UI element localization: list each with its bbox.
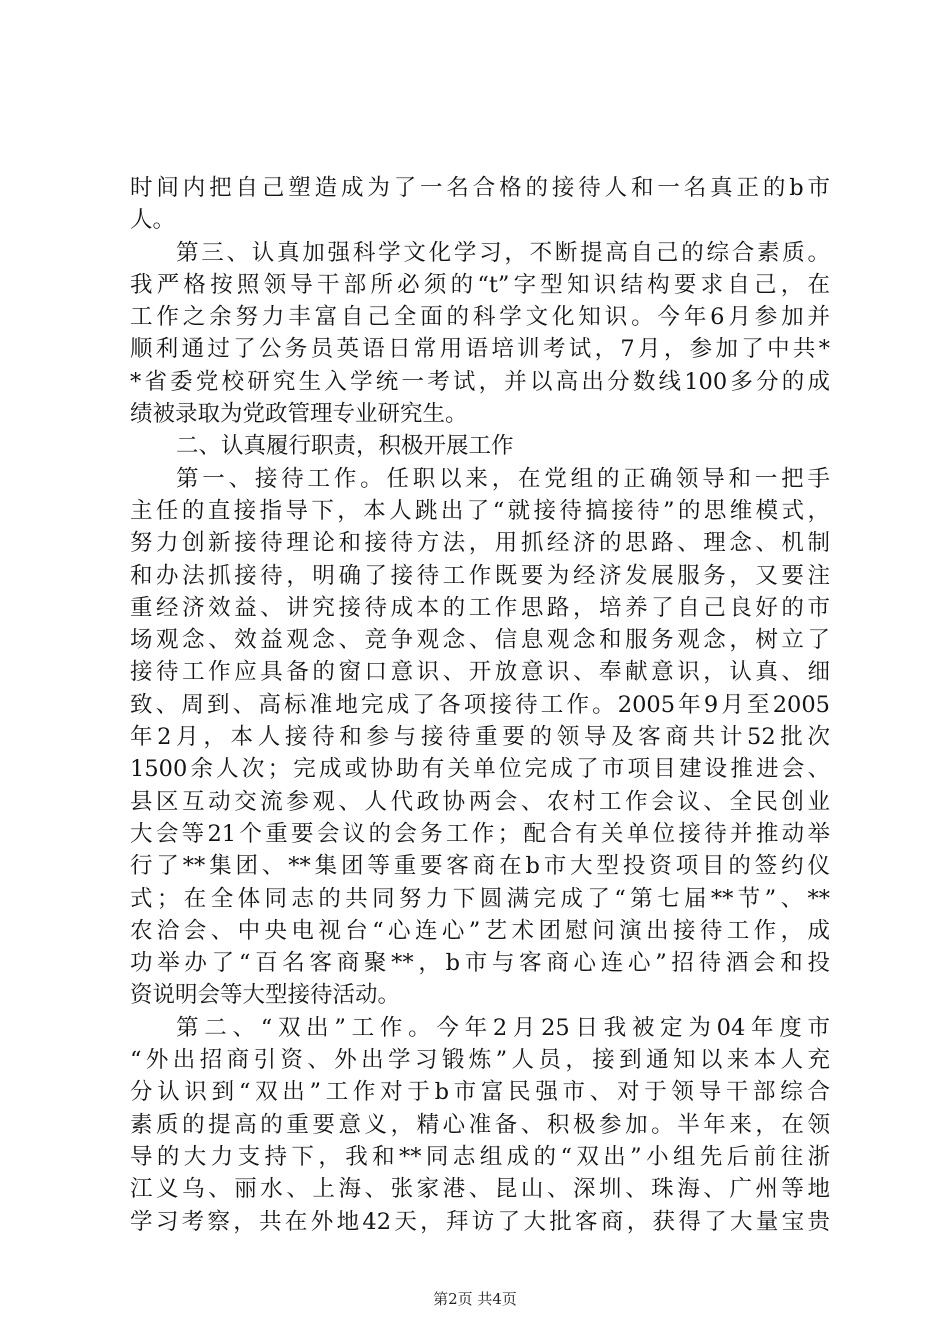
- text-line: 时间内把自己塑造成为了一名合格的接待人和一名真正的b市: [130, 175, 830, 201]
- text-line: 我严格按照领导干部所必须的“t”字型知识结构要求自己，在: [130, 271, 830, 298]
- text-line: 第二、“双出”工作。今年2月25日我被定为04年度市: [176, 1014, 830, 1041]
- text-line: 行了**集团、**集团等重要客商在b市大型投资项目的签约仪: [130, 853, 830, 880]
- text-line: 1500余人次；完成或协助有关单位完成了市项目建设推进会、: [130, 756, 830, 783]
- text-line: 第一、接待工作。任职以来，在党组的正确领导和一把手: [176, 465, 830, 492]
- text-line: 第三、认真加强科学文化学习，不断提高自己的综合素质。: [176, 239, 830, 266]
- text-line: 人。: [130, 207, 176, 234]
- text-line: 式；在全体同志的共同努力下圆满完成了“第七届**节”、**: [130, 885, 830, 912]
- text-line: 功举办了“百名客商聚**，b市与客商心连心”招待酒会和投: [130, 950, 830, 977]
- text-line: 县区互动交流参观、人代政协两会、农村工作会议、全民创业: [130, 788, 830, 815]
- text-line: 导的大力支持下，我和**同志组成的“双出”小组先后前往浙: [130, 1143, 830, 1170]
- text-line: 顺利通过了公务员英语日常用语培训考试，7月，参加了中共*: [130, 336, 830, 363]
- text-line: 二、认真履行职责，积极开展工作: [176, 433, 514, 460]
- text-line: 年2月，本人接待和参与接待重要的领导及客商共计52批次: [130, 724, 830, 751]
- text-line: 大会等21个重要会议的会务工作；配合有关单位接待并推动举: [130, 820, 830, 847]
- text-line: *省委党校研究生入学统一考试，并以高出分数线100多分的成: [130, 368, 830, 395]
- text-line: 农洽会、中央电视台“心连心”艺术团慰问演出接待工作，成: [130, 917, 830, 944]
- text-line: “外出招商引资、外出学习锻炼”人员，接到通知以来本人充: [130, 1047, 830, 1074]
- text-line: 分认识到“双出”工作对于b市富民强市、对于领导干部综合: [130, 1079, 830, 1106]
- document-body: [130, 172, 830, 1238]
- page-footer: 第2页 共4页: [433, 1290, 517, 1308]
- text-line: 场观念、效益观念、竞争观念、信息观念和服务观念，树立了: [130, 627, 830, 654]
- text-line: 致、周到、高标准地完成了各项接待工作。2005年9月至2005: [130, 691, 830, 718]
- text-line: 素质的提高的重要意义，精心准备、积极参加。半年来，在领: [130, 1111, 830, 1138]
- text-line: 学习考察，共在外地42天，拜访了大批客商，获得了大量宝贵: [130, 1208, 830, 1235]
- text-line: 江义乌、丽水、上海、张家港、昆山、深圳、珠海、广州等地: [130, 1176, 830, 1203]
- text-line: 重经济效益、讲究接待成本的工作思路，培养了自己良好的市: [130, 594, 830, 621]
- text-line: 资说明会等大型接待活动。: [130, 982, 401, 1009]
- text-line: 和办法抓接待，明确了接待工作既要为经济发展服务，又要注: [130, 562, 830, 589]
- text-line: 绩被录取为党政管理专业研究生。: [130, 401, 468, 428]
- text-line: 工作之余努力丰富自己全面的科学文化知识。今年6月参加并: [130, 304, 830, 331]
- text-line: 努力创新接待理论和接待方法，用抓经济的思路、理念、机制: [130, 530, 830, 557]
- text-line: 接待工作应具备的窗口意识、开放意识、奉献意识，认真、细: [130, 659, 830, 686]
- text-line: 主任的直接指导下，本人跳出了“就接待搞接待”的思维模式，: [130, 497, 830, 524]
